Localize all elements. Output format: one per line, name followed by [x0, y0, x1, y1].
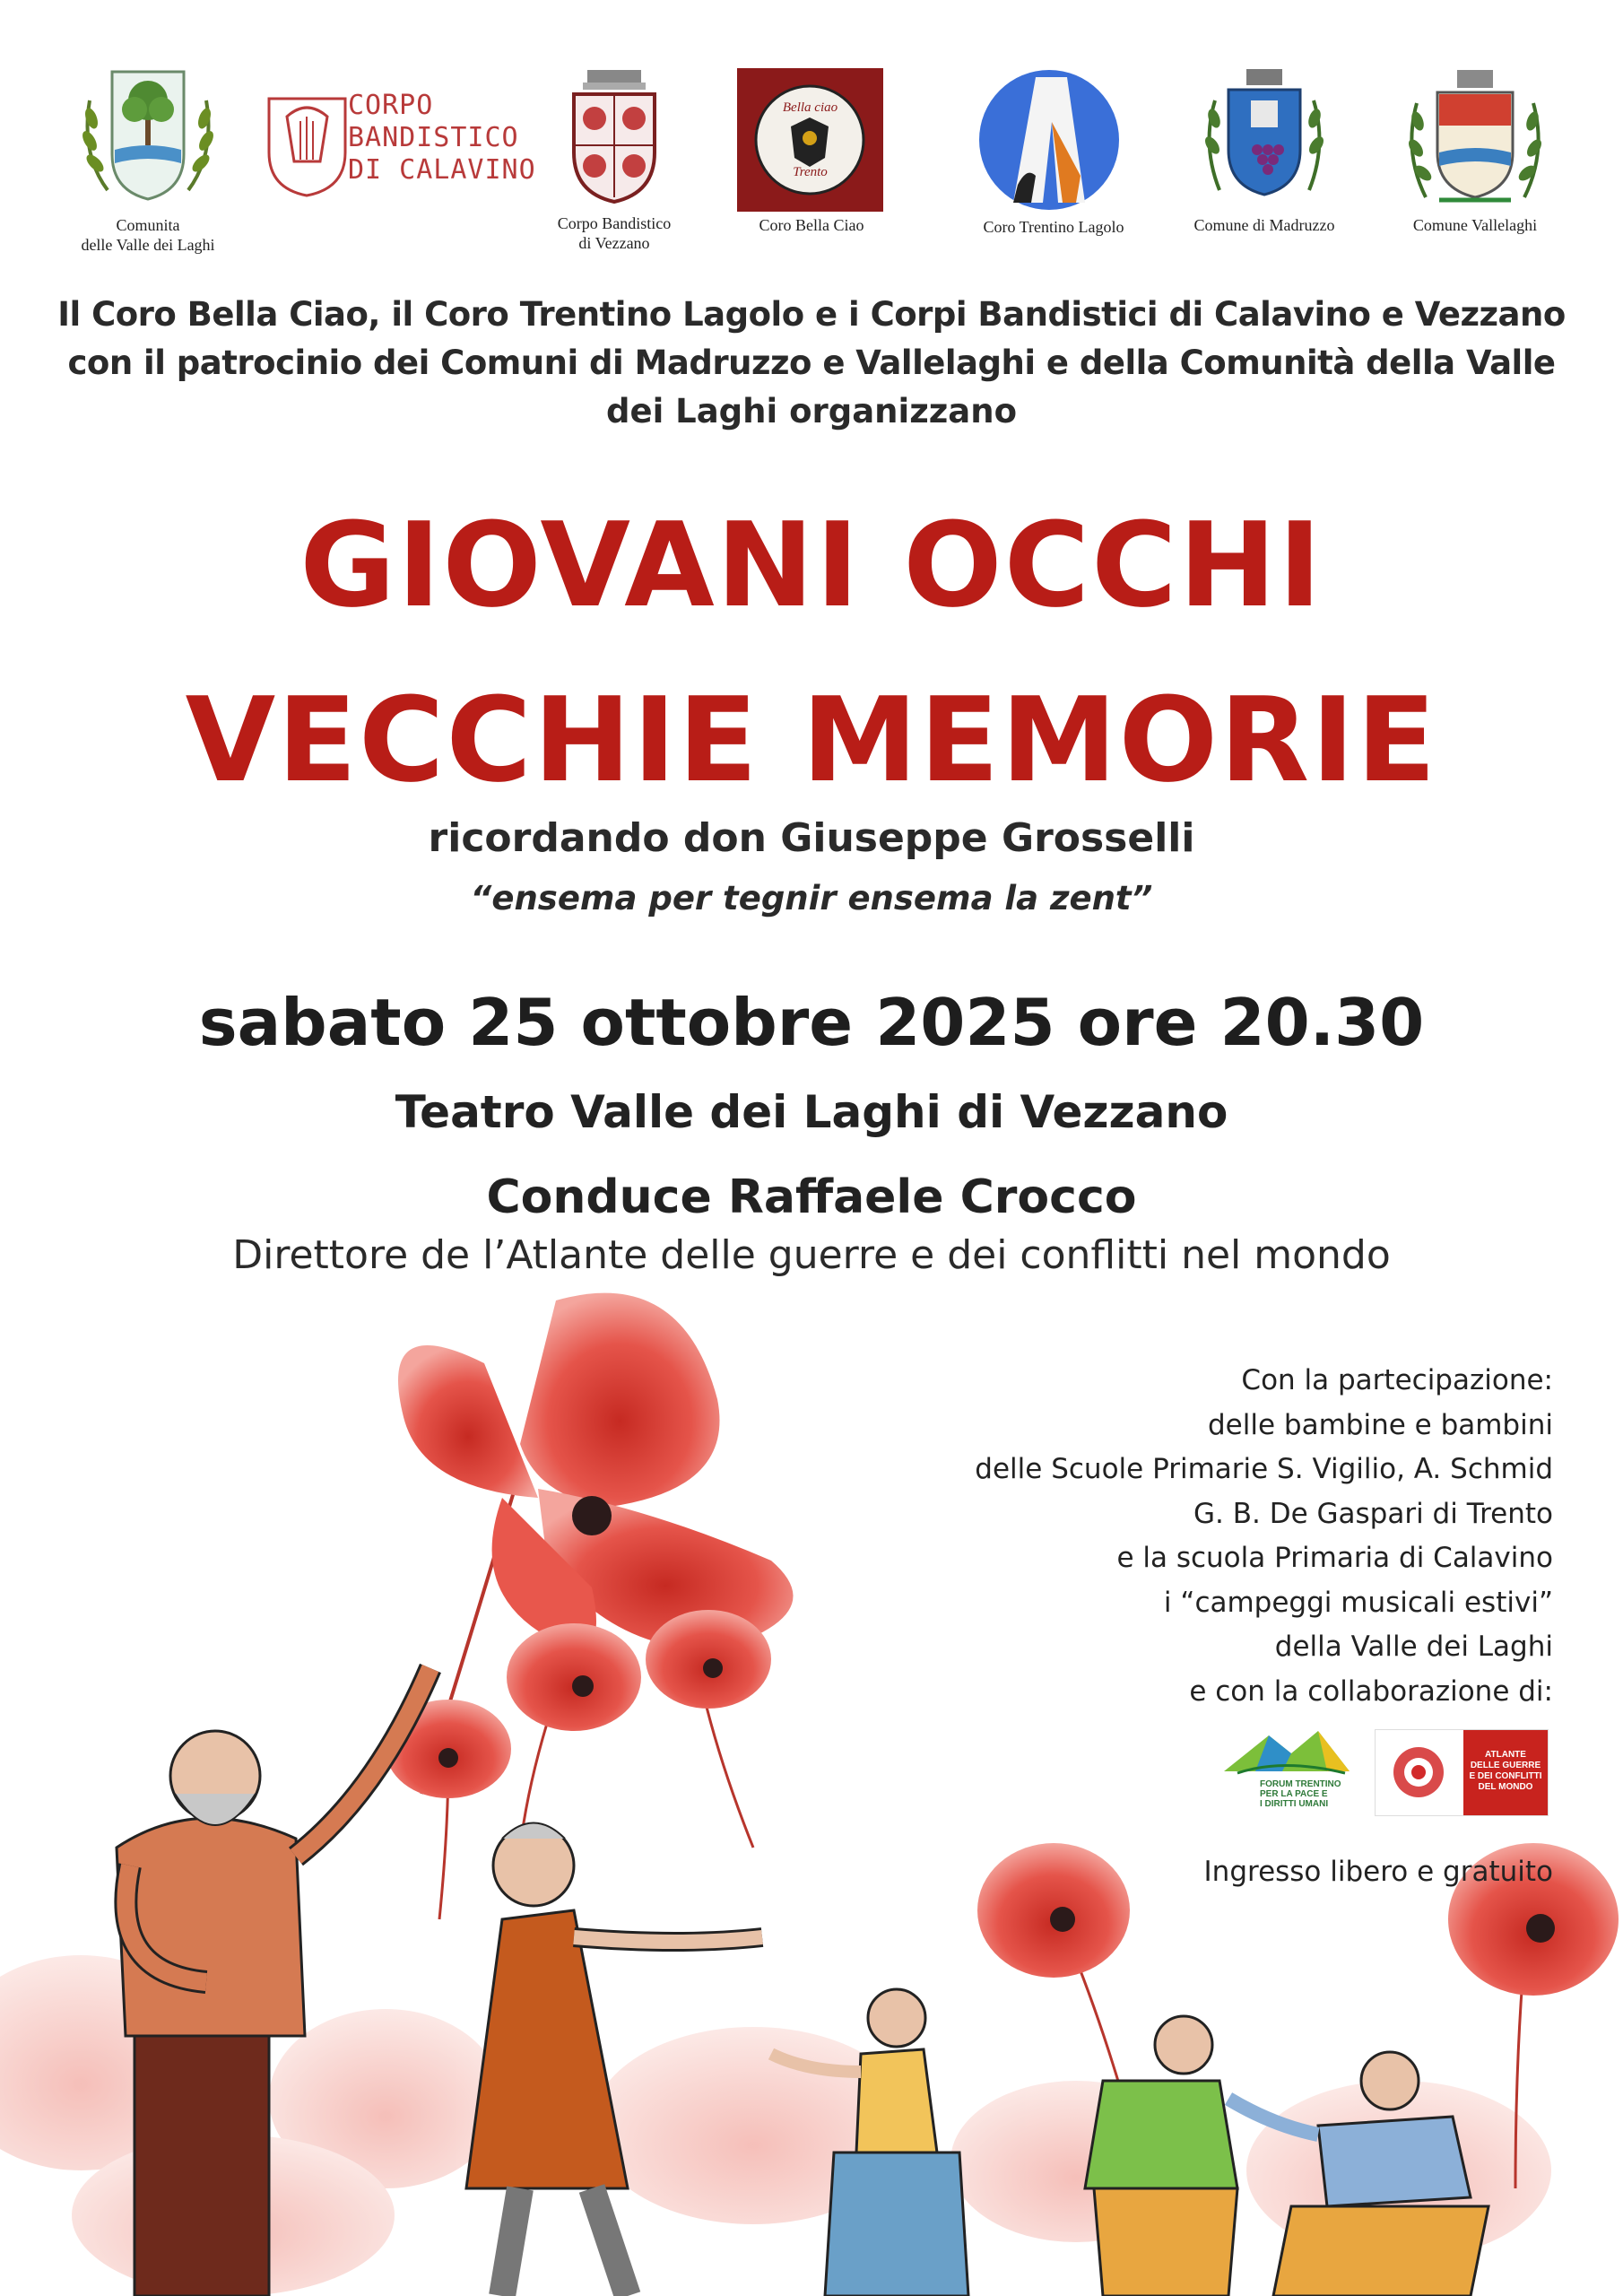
- small-poppies: [386, 1610, 771, 1919]
- participation-line: delle Scuole Primarie S. Vigilio, A. Schmid: [975, 1453, 1553, 1485]
- calavino-wordmark: CORPO BANDISTICO DI CALAVINO: [348, 90, 536, 186]
- participation-line: della Valle dei Laghi: [1274, 1631, 1553, 1663]
- bella-ciao-logo: [737, 68, 883, 212]
- vezzano-caption: Corpo Bandistico di Vezzano: [557, 214, 672, 252]
- intro-line-2: con il patrocinio dei Comuni di Madruzzo e Vallelaghi e della Comunità della Valle: [67, 344, 1556, 382]
- madruzzo-caption: Comune di Madruzzo: [1193, 216, 1335, 234]
- title-line-2: VECCHIE MEMORIE: [185, 672, 1438, 808]
- subtitle-line-1: ricordando don Giuseppe Grosselli: [428, 815, 1195, 861]
- lagolo-caption: Coro Trentino Lagolo: [983, 218, 1124, 236]
- participation-block: [872, 1359, 1553, 1714]
- bella-ciao-badge-bottom: Trento: [793, 165, 828, 179]
- vallelaghi-caption: Comune Vallelaghi: [1412, 216, 1538, 234]
- bella-ciao-badge-icon: [737, 68, 883, 212]
- forum-trentino-logo: [1219, 1726, 1354, 1812]
- forum-logo-text: I DIRITTI UMANI: [1260, 1799, 1329, 1809]
- madruzzo-crest-icon: [1202, 65, 1327, 208]
- vezzano-crest-icon: [565, 63, 664, 206]
- event-host-role: Direttore de l’Atlante delle guerre e dei conflitti nel mondo: [232, 1232, 1391, 1278]
- atlante-logo: [1375, 1729, 1549, 1816]
- participation-line: i “campeggi musicali estivi”: [1163, 1586, 1553, 1619]
- atlante-logo-text: DELLE GUERRE: [1470, 1761, 1541, 1770]
- forum-logo-text: FORUM TRENTINO: [1260, 1779, 1341, 1789]
- event-venue: Teatro Valle dei Laghi di Vezzano: [395, 1086, 1228, 1138]
- participation-line: delle bambine e bambini: [1208, 1408, 1553, 1441]
- forum-logo-text: PER LA PACE E: [1260, 1789, 1328, 1799]
- calavino-lyre-icon: [265, 90, 350, 197]
- intro-line-1: Il Coro Bella Ciao, il Coro Trentino Lagolo e i Corpi Bandistici di Calavino e Vezzano: [57, 295, 1566, 334]
- atlante-logo-text: ATLANTE: [1485, 1750, 1526, 1760]
- lagolo-logo-icon: [973, 68, 1125, 212]
- comunita-valle-laghi-logo: [72, 65, 224, 208]
- subtitle-line-2: “ensema per tegnir ensema la zent”: [470, 879, 1153, 918]
- forum-mountains-icon: [1219, 1726, 1354, 1776]
- intro-text: [54, 291, 1569, 436]
- participation-line: e con la collaborazione di:: [1189, 1674, 1553, 1708]
- boy-figure: [1085, 2016, 1237, 2296]
- atlante-target-icon: [1383, 1741, 1454, 1804]
- intro-line-3: dei Laghi organizzano: [605, 392, 1018, 430]
- bella-ciao-badge-top: Bella ciao: [782, 100, 838, 115]
- entry-note: Ingresso libero e gratuito: [1203, 1856, 1553, 1888]
- event-host: Conduce Raffaele Crocco: [486, 1170, 1137, 1224]
- atlante-logo-text: DEL MONDO: [1478, 1782, 1533, 1792]
- title-line-1: GIOVANI OCCHI: [299, 497, 1324, 633]
- event-date-time: sabato 25 ottobre 2025 ore 20.30: [198, 985, 1425, 1060]
- participation-line: G. B. De Gaspari di Trento: [1193, 1497, 1553, 1530]
- bella-ciao-caption: Coro Bella Ciao: [759, 216, 864, 234]
- comunita-caption: Comunita delle Valle dei Laghi: [81, 216, 215, 254]
- vallelaghi-crest-icon: [1403, 67, 1547, 211]
- participation-line: Con la partecipazione:: [1241, 1364, 1553, 1396]
- participation-line: e la scuola Primaria di Calavino: [1116, 1542, 1553, 1574]
- atlante-logo-text: E DEI CONFLITTI: [1469, 1771, 1542, 1781]
